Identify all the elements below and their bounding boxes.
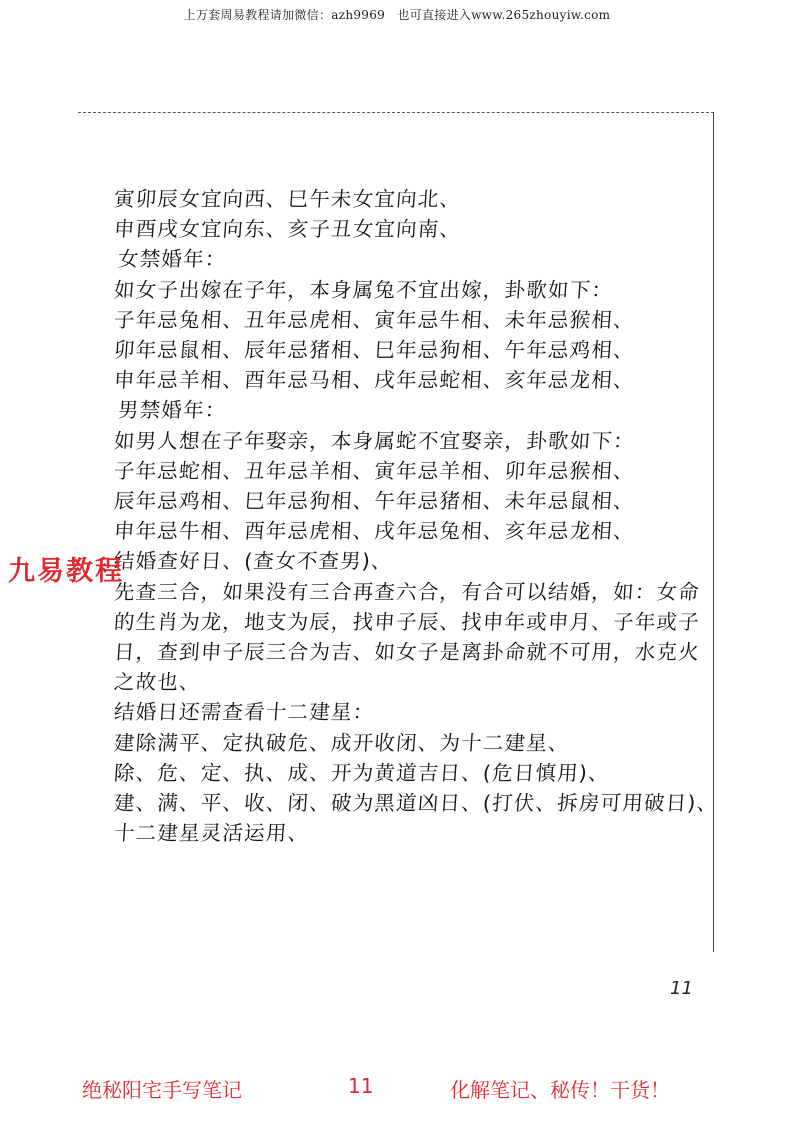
- note-line: 建、满、平、收、闭、破为黑道凶日、(打伏、拆房可用破日)、: [113, 791, 720, 816]
- notebook-page: [78, 112, 720, 1007]
- section-heading: 男禁婚年：: [117, 398, 228, 423]
- handwritten-notes: [113, 184, 720, 848]
- note-line: 子年忌蛇相、丑年忌羊相、寅年忌羊相、卯年忌猴相、: [113, 458, 636, 483]
- note-line: 先查三合，如果没有三合再查六合，有合可以结婚，如：女命: [113, 579, 701, 604]
- top-dashed-rule: [78, 112, 714, 113]
- note-line: 申年忌牛相、酉年忌虎相、戌年忌兔相、亥年忌龙相、: [113, 519, 636, 544]
- note-line: 如女子出嫁在子年，本身属兔不宜出嫁，卦歌如下：: [113, 277, 614, 302]
- header-banner: 上万套周易教程请加微信：azh9969 也可直接进入www.265zhouyiw.com: [183, 8, 611, 22]
- section-heading: 结婚日还需查看十二建星：: [113, 700, 376, 725]
- note-line: 卯年忌鼠相、辰年忌猪相、巳年忌狗相、午年忌鸡相、: [113, 338, 636, 363]
- note-line: 日，查到申子辰三合为吉、如女子是离卦命就不可用，水克火: [113, 640, 701, 665]
- note-line: 十二建星灵活运用、: [113, 821, 311, 846]
- right-margin-rule: [713, 112, 714, 952]
- note-line: 辰年忌鸡相、巳年忌狗相、午年忌猪相、未年忌鼠相、: [113, 489, 636, 514]
- note-line: 申年忌羊相、酉年忌马相、戌年忌蛇相、亥年忌龙相、: [113, 368, 636, 393]
- footer-banner: [0, 1074, 794, 1104]
- note-line: 建除满平、定执破危、成开收闭、为十二建星、: [113, 730, 571, 755]
- note-line: 寅卯辰女宜向西、巳午未女宜向北、: [113, 187, 463, 211]
- note-line: 子年忌兔相、丑年忌虎相、寅年忌牛相、未年忌猴相、: [113, 307, 636, 332]
- footer-page-number: 11: [348, 1074, 374, 1098]
- note-line: 结婚查好日、(查女不查男)、: [113, 549, 394, 574]
- note-line: 之故也、: [113, 670, 202, 695]
- section-heading: 女禁婚年：: [117, 247, 228, 272]
- note-line: 的生肖为龙，地支为辰，找申子辰、找申年或申月、子年或子: [113, 609, 701, 634]
- watermark-text: 九易教程: [8, 556, 124, 587]
- note-line: 申酉戌女宜向东、亥子丑女宜向南、: [113, 217, 463, 242]
- note-line: 如男人想在子年娶亲，本身属蛇不宜娶亲，卦歌如下：: [113, 428, 636, 453]
- footer-title: 绝秘阳宅手写笔记: [82, 1078, 242, 1102]
- footer-tagline: 化解笔记、秘传！干货！: [450, 1078, 670, 1102]
- note-line: 除、危、定、执、成、开为黄道吉日、(危日慎用)、: [113, 760, 611, 785]
- handwritten-page-number: 11: [670, 978, 693, 999]
